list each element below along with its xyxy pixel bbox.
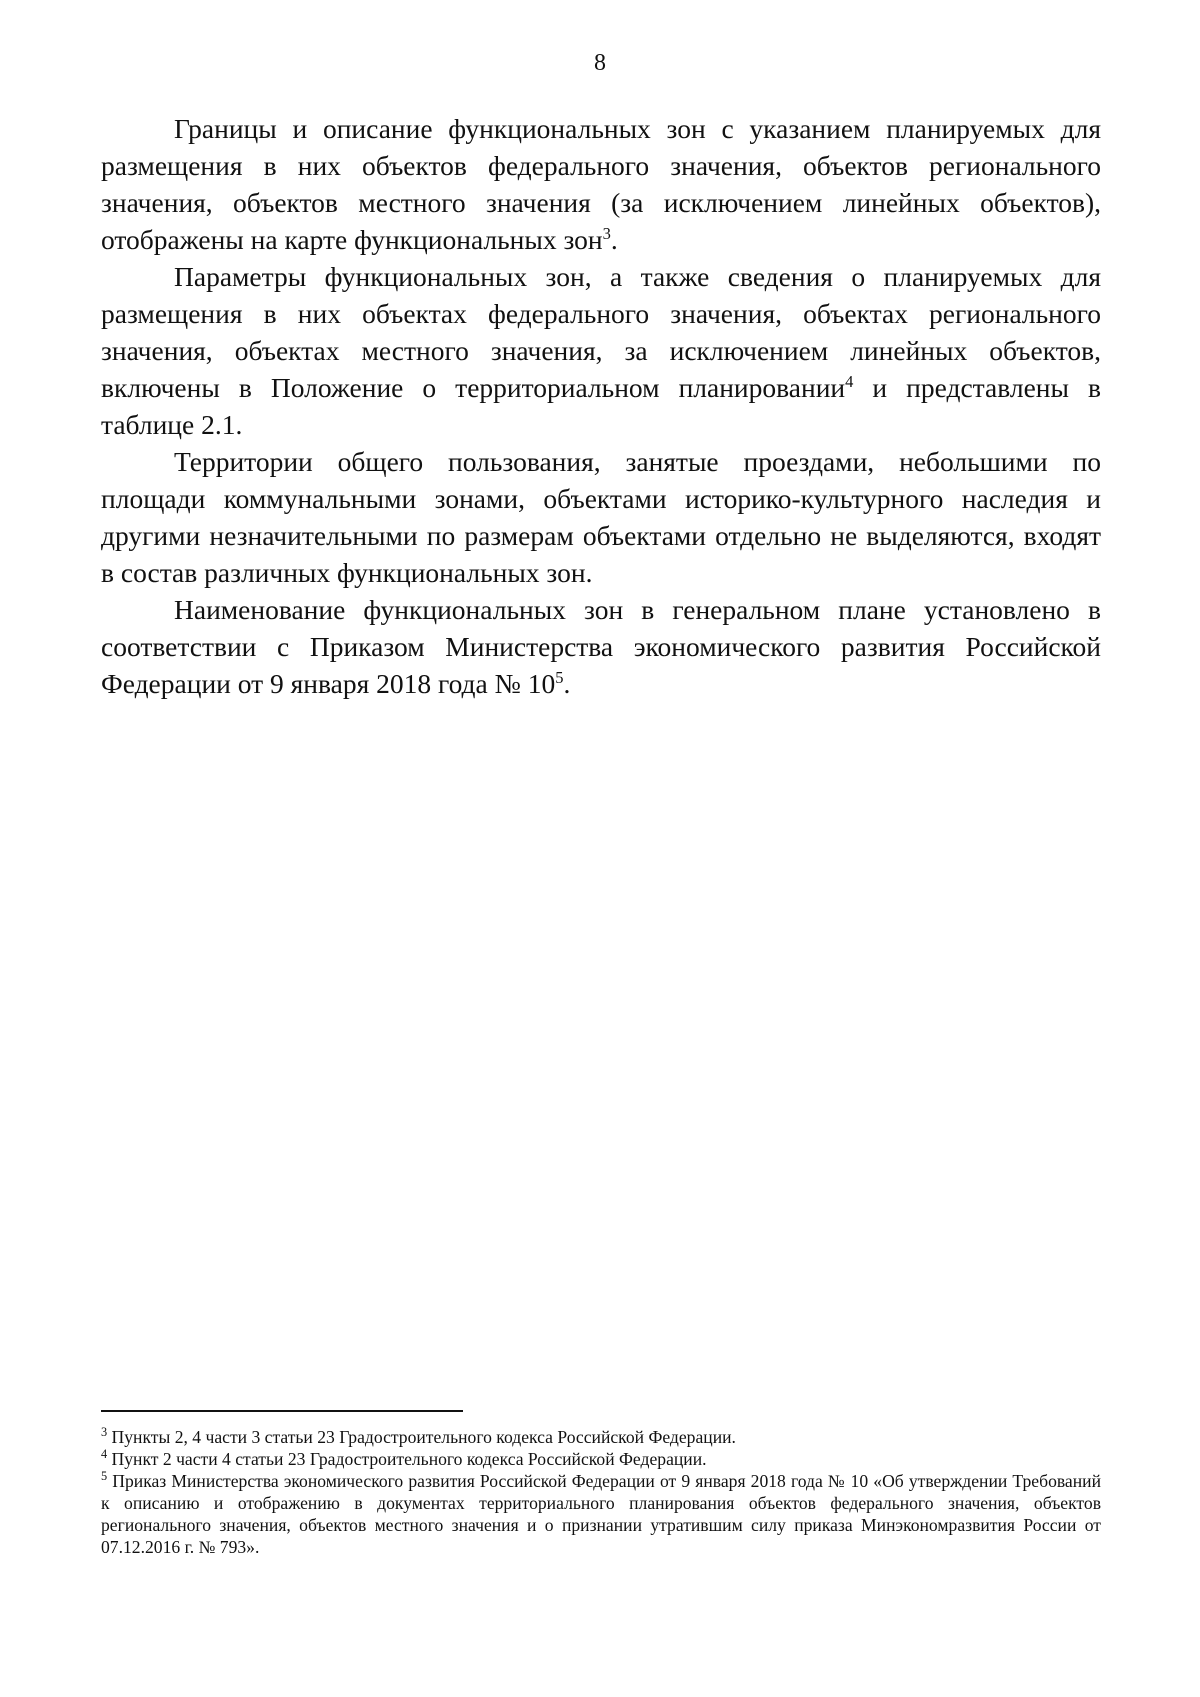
footnote-3 <box>101 1426 1101 1448</box>
footnote-5 <box>101 1470 1101 1558</box>
paragraph-tail: . <box>563 668 571 699</box>
paragraph-tail: . <box>610 224 618 255</box>
footnote-4 <box>101 1448 1101 1470</box>
footnote-number: 5 <box>101 1469 108 1484</box>
paragraph-tail: и представлены в таблице 2.1. <box>101 372 1101 440</box>
paragraph-functional-zone-boundaries <box>101 110 1101 258</box>
footnote-text: Приказ Министерства экономического развития Российской Федерации от 9 января 2018 года № 10 «Об утверждении Требований к описанию и отображению в документах территориального планирования объектов федерального значения, объектов регионального значения, объектов местного значения и о признании утратившим силу приказа Минэкономразвития России от 07.12.2016 г. № 793». <box>101 1471 1101 1557</box>
paragraph-text: Наименование функциональных зон в генеральном плане установлено в соответствии с Приказом Министерства экономического развития Российской Федерации от 9 января 2018 года № 10 <box>101 594 1101 699</box>
footnote-ref-4[interactable]: 4 <box>845 371 854 391</box>
paragraph-text: Параметры функциональных зон, а также сведения о планируемых для размещения в них объектах федерального значения, объектах регионального значения, объектах местного значения, за исключением линейных объектов, включены в Положение о территориальном планировании <box>101 261 1101 403</box>
paragraph-public-territories <box>101 443 1101 591</box>
footnote-text: Пункты 2, 4 части 3 статьи 23 Градостроительного кодекса Российской Федерации. <box>107 1427 736 1447</box>
footnote-ref-3[interactable]: 3 <box>602 223 611 243</box>
paragraph-zone-naming <box>101 591 1101 702</box>
footnote-number: 4 <box>101 1447 108 1462</box>
footnote-text: Пункт 2 части 4 статьи 23 Градостроительного кодекса Российской Федерации. <box>107 1449 707 1469</box>
paragraph-zone-parameters <box>101 258 1101 443</box>
footnote-number: 3 <box>101 1425 108 1440</box>
page-number: 8 <box>594 50 606 76</box>
footnotes <box>101 1426 1101 1558</box>
paragraph-text: Территории общего пользования, занятые проездами, небольшими по площади коммунальными зонами, объектами историко-культурного наследия и другими незначительными по размерам объектами отдельно не выделяются, входят в состав различных функциональных зон. <box>101 446 1101 588</box>
footnote-ref-5[interactable]: 5 <box>555 667 564 687</box>
paragraph-text: Границы и описание функциональных зон с указанием планируемых для размещения в них объектов федерального значения, объектов регионального значения, объектов местного значения (за исключением линейных объектов), отображены на карте функциональных зон <box>101 113 1101 255</box>
document-body <box>101 110 1101 702</box>
footnote-separator <box>101 1410 463 1412</box>
